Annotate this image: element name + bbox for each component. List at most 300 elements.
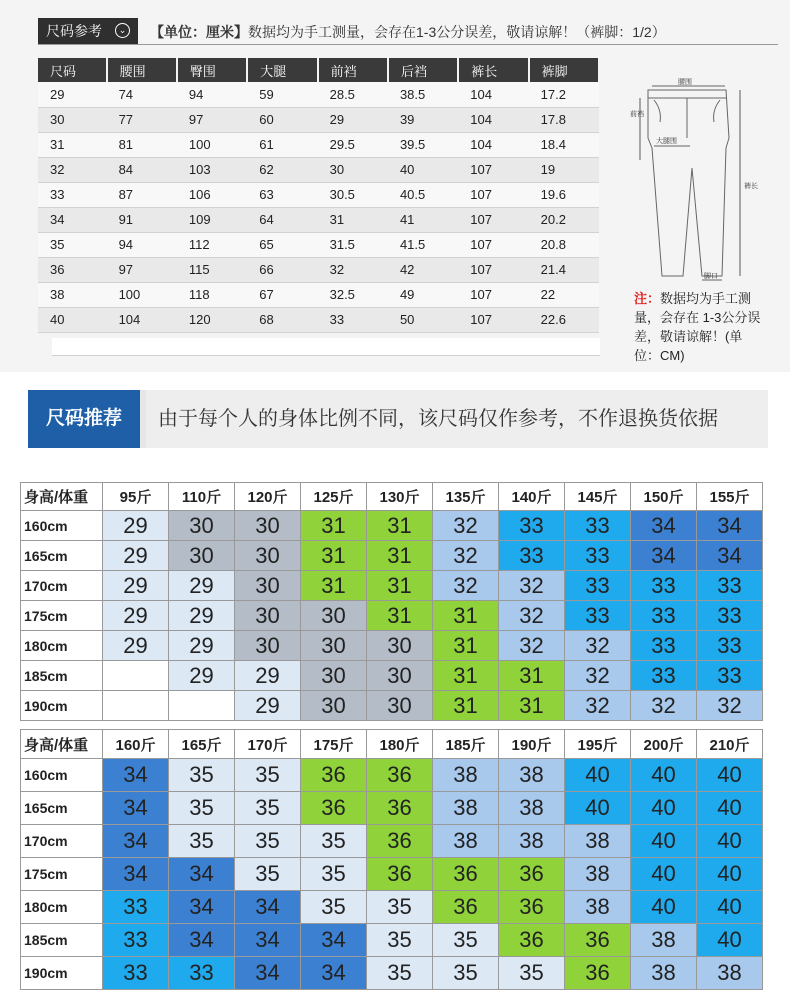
size-cell: 87 (107, 182, 177, 207)
size-cell: 107 (458, 182, 528, 207)
recommend-size-cell: 40 (631, 891, 697, 924)
size-cell: 17.8 (529, 107, 599, 132)
size-cell: 19.6 (529, 182, 599, 207)
size-row (38, 157, 599, 182)
recommend-size-cell: 35 (301, 858, 367, 891)
size-cell: 17.2 (529, 82, 599, 107)
size-cell: 31 (318, 207, 388, 232)
size-cell: 109 (177, 207, 247, 232)
size-cell: 40 (388, 157, 458, 182)
recommend-size-cell: 32 (697, 691, 763, 721)
recommend-size-cell: 30 (235, 601, 301, 631)
recommend-size-cell: 31 (499, 661, 565, 691)
recommend-size-cell: 34 (301, 924, 367, 957)
size-header-cell: 腰围 (107, 58, 177, 82)
recommend-size-cell: 38 (565, 858, 631, 891)
recommend-size-cell: 33 (499, 511, 565, 541)
size-cell: 66 (247, 257, 317, 282)
recommend-size-cell: 32 (433, 571, 499, 601)
recommend-size-cell: 30 (301, 631, 367, 661)
recommend-size-cell: 34 (697, 511, 763, 541)
recommend-row (21, 924, 763, 957)
recommend-size-cell: 38 (631, 957, 697, 990)
recommend-size-cell: 29 (103, 631, 169, 661)
size-cell: 22.6 (529, 307, 599, 332)
size-cell: 32.5 (318, 282, 388, 307)
size-cell: 33 (318, 307, 388, 332)
pants-diagram (630, 78, 760, 283)
size-row (38, 82, 599, 107)
size-header-cell: 臀围 (177, 58, 247, 82)
recommend-banner (28, 390, 768, 448)
recommend-size-cell: 29 (103, 571, 169, 601)
size-cell: 59 (247, 82, 317, 107)
weight-header: 175斤 (301, 730, 367, 759)
recommend-size-cell: 40 (631, 858, 697, 891)
weight-header: 150斤 (631, 483, 697, 511)
size-table-footer (52, 338, 600, 356)
recommend-size-cell: 33 (631, 571, 697, 601)
recommend-size-cell: 34 (235, 957, 301, 990)
recommend-size-cell: 29 (103, 601, 169, 631)
size-cell: 112 (177, 232, 247, 257)
recommend-row (21, 541, 763, 571)
size-cell: 32 (38, 157, 107, 182)
size-cell: 61 (247, 132, 317, 157)
recommend-size-cell: 29 (169, 661, 235, 691)
size-cell: 40 (38, 307, 107, 332)
recommend-size-cell: 33 (631, 661, 697, 691)
size-cell: 68 (247, 307, 317, 332)
weight-header: 190斤 (499, 730, 565, 759)
size-cell: 41 (388, 207, 458, 232)
size-row (38, 107, 599, 132)
size-row (38, 132, 599, 157)
recommend-size-cell: 38 (697, 957, 763, 990)
recommend-size-cell: 35 (301, 891, 367, 924)
recommend-size-cell: 30 (367, 661, 433, 691)
size-cell: 104 (107, 307, 177, 332)
size-cell: 42 (388, 257, 458, 282)
weight-header: 145斤 (565, 483, 631, 511)
recommend-size-cell: 31 (433, 661, 499, 691)
measurement-note (634, 289, 764, 365)
recommend-size-cell: 36 (499, 858, 565, 891)
recommend-header-row (21, 730, 763, 759)
recommend-size-cell: 34 (697, 541, 763, 571)
recommend-row (21, 661, 763, 691)
size-cell: 60 (247, 107, 317, 132)
recommend-size-cell: 33 (697, 601, 763, 631)
recommend-size-cell: 35 (169, 825, 235, 858)
size-row (38, 207, 599, 232)
left-pocket (654, 100, 660, 122)
size-cell: 81 (107, 132, 177, 157)
recommend-size-cell: 36 (565, 924, 631, 957)
recommend-size-cell: 31 (301, 571, 367, 601)
size-cell: 31.5 (318, 232, 388, 257)
weight-header: 155斤 (697, 483, 763, 511)
size-cell: 107 (458, 157, 528, 182)
recommend-size-cell: 30 (367, 631, 433, 661)
size-cell: 65 (247, 232, 317, 257)
recommend-size-cell (103, 661, 169, 691)
recommend-size-cell: 38 (565, 891, 631, 924)
recommend-size-cell: 36 (367, 759, 433, 792)
size-cell: 104 (458, 132, 528, 157)
recommend-size-cell: 38 (631, 924, 697, 957)
recommend-size-cell: 33 (103, 924, 169, 957)
recommend-size-cell: 40 (631, 792, 697, 825)
weight-header: 110斤 (169, 483, 235, 511)
size-row (38, 182, 599, 207)
size-cell: 50 (388, 307, 458, 332)
recommend-size-cell: 31 (367, 571, 433, 601)
size-cell: 104 (458, 82, 528, 107)
weight-header: 165斤 (169, 730, 235, 759)
size-chart-section (0, 0, 790, 372)
recommend-size-cell: 40 (565, 792, 631, 825)
recommend-size-cell: 34 (103, 825, 169, 858)
recommend-corner: 身高/体重 (21, 483, 103, 511)
label-hem: 脚口 (704, 272, 718, 280)
size-cell: 28.5 (318, 82, 388, 107)
weight-header: 170斤 (235, 730, 301, 759)
recommend-size-cell: 36 (367, 858, 433, 891)
recommend-size-cell: 33 (565, 571, 631, 601)
recommend-size-cell: 36 (499, 891, 565, 924)
size-cell: 33 (38, 182, 107, 207)
recommend-size-cell: 32 (499, 571, 565, 601)
size-cell: 31 (38, 132, 107, 157)
recommend-size-cell: 33 (499, 541, 565, 571)
label-thigh: 大腿围 (656, 137, 677, 145)
recommend-size-cell: 31 (433, 691, 499, 721)
recommend-size-cell: 33 (631, 601, 697, 631)
size-cell: 29 (318, 107, 388, 132)
size-cell: 107 (458, 307, 528, 332)
size-cell: 115 (177, 257, 247, 282)
recommend-size-cell: 34 (301, 957, 367, 990)
recommend-size-cell: 36 (367, 825, 433, 858)
size-cell: 107 (458, 232, 528, 257)
weight-header: 140斤 (499, 483, 565, 511)
label-front-rise: 前裆 (630, 110, 644, 118)
recommend-size-cell: 40 (697, 792, 763, 825)
recommend-size-cell: 31 (301, 541, 367, 571)
size-header-cell: 尺码 (38, 58, 107, 82)
right-pocket (714, 100, 720, 122)
unit-note-prefix: 【单位：厘米】 (150, 24, 248, 40)
recommend-size-cell: 38 (499, 792, 565, 825)
recommend-size-cell: 29 (169, 631, 235, 661)
recommend-size-cell: 38 (499, 825, 565, 858)
size-header-cell: 裤长 (458, 58, 528, 82)
recommend-size-cell: 32 (565, 691, 631, 721)
recommend-size-cell: 35 (499, 957, 565, 990)
recommend-size-cell: 30 (301, 601, 367, 631)
recommend-size-cell: 33 (565, 511, 631, 541)
size-cell: 64 (247, 207, 317, 232)
recommend-size-cell: 35 (433, 957, 499, 990)
size-row (38, 282, 599, 307)
recommend-size-cell: 32 (499, 631, 565, 661)
weight-header: 210斤 (697, 730, 763, 759)
recommend-row (21, 691, 763, 721)
weight-header: 120斤 (235, 483, 301, 511)
height-label: 170cm (21, 825, 103, 858)
recommend-size-cell: 35 (235, 759, 301, 792)
size-cell: 100 (107, 282, 177, 307)
size-row (38, 307, 599, 332)
weight-header: 185斤 (433, 730, 499, 759)
recommend-size-cell: 31 (367, 601, 433, 631)
recommend-size-cell: 34 (235, 924, 301, 957)
height-label: 175cm (21, 858, 103, 891)
height-label: 175cm (21, 601, 103, 631)
recommend-size-cell: 29 (235, 691, 301, 721)
recommend-corner: 身高/体重 (21, 730, 103, 759)
recommend-row (21, 631, 763, 661)
recommend-size-cell: 38 (433, 825, 499, 858)
size-cell: 18.4 (529, 132, 599, 157)
recommend-size-cell: 35 (235, 825, 301, 858)
size-cell: 84 (107, 157, 177, 182)
size-header-cell: 大腿 (247, 58, 317, 82)
recommend-disclaimer: 由于每个人的身体比例不同，该尺码仅作参考，不作退换货依据 (146, 390, 768, 448)
size-cell: 35 (38, 232, 107, 257)
label-waist: 腰围 (678, 78, 692, 86)
recommend-size-cell: 36 (367, 792, 433, 825)
recommend-size-cell: 30 (301, 691, 367, 721)
weight-header: 125斤 (301, 483, 367, 511)
size-chart-tab-label: 尺码参考 (46, 23, 102, 39)
size-cell: 30.5 (318, 182, 388, 207)
note-text: 数据均为手工测量，会存在 1-3公分误差，敬请谅解！(单位：CM) (634, 291, 761, 363)
recommend-size-cell: 30 (169, 541, 235, 571)
height-label: 160cm (21, 759, 103, 792)
recommend-size-cell: 30 (235, 511, 301, 541)
recommend-size-cell: 29 (169, 571, 235, 601)
recommend-size-cell: 30 (367, 691, 433, 721)
size-cell: 94 (177, 82, 247, 107)
recommend-row (21, 511, 763, 541)
recommend-size-cell: 36 (499, 924, 565, 957)
height-label: 190cm (21, 691, 103, 721)
recommend-size-cell: 33 (631, 631, 697, 661)
chevron-down-icon[interactable]: ⌄ (115, 23, 130, 38)
weight-header: 135斤 (433, 483, 499, 511)
recommend-size-cell: 29 (169, 601, 235, 631)
recommend-size-cell: 31 (301, 511, 367, 541)
recommend-size-cell: 33 (565, 601, 631, 631)
height-label: 185cm (21, 661, 103, 691)
recommend-row (21, 601, 763, 631)
recommend-size-cell: 30 (235, 631, 301, 661)
recommend-size-cell: 30 (301, 661, 367, 691)
header-divider (38, 44, 778, 45)
size-cell: 32 (318, 257, 388, 282)
recommend-size-cell: 29 (103, 511, 169, 541)
recommend-size-cell: 32 (631, 691, 697, 721)
size-cell: 94 (107, 232, 177, 257)
recommend-size-cell: 40 (697, 759, 763, 792)
recommend-size-cell: 35 (367, 924, 433, 957)
recommend-size-cell: 34 (631, 511, 697, 541)
recommend-size-cell: 40 (565, 759, 631, 792)
size-cell: 20.2 (529, 207, 599, 232)
recommend-size-cell: 30 (235, 541, 301, 571)
size-header-cell: 后裆 (388, 58, 458, 82)
recommend-size-cell: 34 (169, 891, 235, 924)
recommend-size-cell: 38 (433, 759, 499, 792)
recommend-size-cell: 36 (301, 792, 367, 825)
recommend-size-cell: 36 (565, 957, 631, 990)
size-cell: 39.5 (388, 132, 458, 157)
recommend-size-cell: 33 (103, 957, 169, 990)
size-cell: 41.5 (388, 232, 458, 257)
size-cell: 107 (458, 257, 528, 282)
recommend-size-cell: 35 (169, 792, 235, 825)
recommend-size-cell: 32 (499, 601, 565, 631)
size-cell: 30 (38, 107, 107, 132)
size-cell: 103 (177, 157, 247, 182)
height-label: 180cm (21, 631, 103, 661)
height-label: 160cm (21, 511, 103, 541)
recommend-size-cell: 35 (235, 792, 301, 825)
size-cell: 21.4 (529, 257, 599, 282)
recommend-size-cell (169, 691, 235, 721)
recommend-size-cell: 35 (367, 891, 433, 924)
recommend-size-cell: 34 (103, 792, 169, 825)
unit-note (150, 22, 666, 42)
recommend-size-cell: 34 (169, 858, 235, 891)
recommend-size-cell: 40 (697, 858, 763, 891)
recommend-size-cell: 33 (103, 891, 169, 924)
size-cell: 97 (107, 257, 177, 282)
size-cell: 40.5 (388, 182, 458, 207)
recommend-size-cell: 36 (433, 858, 499, 891)
recommend-size-cell: 31 (367, 541, 433, 571)
recommend-table-1 (20, 482, 763, 721)
recommend-size-cell: 34 (235, 891, 301, 924)
recommend-size-cell: 40 (697, 924, 763, 957)
size-cell: 34 (38, 207, 107, 232)
size-cell: 106 (177, 182, 247, 207)
recommend-size-cell: 35 (235, 858, 301, 891)
height-label: 170cm (21, 571, 103, 601)
note-label: 注： (634, 291, 661, 306)
size-row (38, 257, 599, 282)
weight-header: 200斤 (631, 730, 697, 759)
height-label: 180cm (21, 891, 103, 924)
size-header-cell: 裤脚 (529, 58, 599, 82)
recommend-header-row (21, 483, 763, 511)
recommend-size-cell: 40 (631, 759, 697, 792)
recommend-size-cell: 34 (103, 858, 169, 891)
recommend-row (21, 957, 763, 990)
recommend-size-cell: 34 (169, 924, 235, 957)
weight-header: 130斤 (367, 483, 433, 511)
recommend-table-2 (20, 729, 763, 990)
recommend-size-cell: 40 (697, 891, 763, 924)
recommend-row (21, 891, 763, 924)
weight-header: 180斤 (367, 730, 433, 759)
size-cell: 29 (38, 82, 107, 107)
size-cell: 77 (107, 107, 177, 132)
recommend-size-cell: 35 (169, 759, 235, 792)
size-cell: 63 (247, 182, 317, 207)
recommend-size-cell: 38 (433, 792, 499, 825)
recommend-row (21, 759, 763, 792)
size-cell: 104 (458, 107, 528, 132)
recommend-size-cell: 32 (565, 661, 631, 691)
size-cell: 100 (177, 132, 247, 157)
recommend-size-cell: 30 (169, 511, 235, 541)
height-label: 190cm (21, 957, 103, 990)
size-cell: 39 (388, 107, 458, 132)
recommend-row (21, 825, 763, 858)
recommend-size-cell: 38 (499, 759, 565, 792)
recommend-size-cell: 40 (697, 825, 763, 858)
label-length: 裤长 (744, 182, 758, 190)
size-cell: 38.5 (388, 82, 458, 107)
recommend-size-cell: 35 (433, 924, 499, 957)
recommend-size-cell: 38 (565, 825, 631, 858)
size-chart-tab[interactable] (38, 18, 138, 44)
height-label: 185cm (21, 924, 103, 957)
recommend-size-cell: 35 (367, 957, 433, 990)
size-cell: 36 (38, 257, 107, 282)
size-cell: 62 (247, 157, 317, 182)
weight-header: 195斤 (565, 730, 631, 759)
recommend-size-cell: 32 (433, 541, 499, 571)
size-cell: 49 (388, 282, 458, 307)
recommend-size-cell: 36 (433, 891, 499, 924)
recommend-row (21, 858, 763, 891)
size-header-cell: 前裆 (318, 58, 388, 82)
recommend-size-cell: 32 (565, 631, 631, 661)
recommend-size-cell: 33 (697, 661, 763, 691)
recommend-size-cell: 34 (631, 541, 697, 571)
recommend-size-cell: 31 (499, 691, 565, 721)
recommend-size-cell: 32 (433, 511, 499, 541)
recommend-size-cell: 33 (169, 957, 235, 990)
recommend-row (21, 571, 763, 601)
size-cell: 67 (247, 282, 317, 307)
recommend-size-cell: 31 (367, 511, 433, 541)
size-cell: 29.5 (318, 132, 388, 157)
recommend-size-cell: 36 (301, 759, 367, 792)
recommend-size-cell: 29 (103, 541, 169, 571)
size-cell: 107 (458, 282, 528, 307)
size-table (38, 58, 600, 333)
recommend-size-cell: 35 (301, 825, 367, 858)
unit-note-text: 数据均为手工测量，会存在1-3公分误差，敬请谅解！（裤脚：1/2） (248, 24, 666, 40)
size-cell: 38 (38, 282, 107, 307)
size-cell: 74 (107, 82, 177, 107)
recommend-size-cell: 30 (235, 571, 301, 601)
recommend-size-cell: 33 (697, 571, 763, 601)
height-label: 165cm (21, 792, 103, 825)
size-cell: 107 (458, 207, 528, 232)
weight-header: 160斤 (103, 730, 169, 759)
recommend-size-cell: 40 (631, 825, 697, 858)
size-cell: 118 (177, 282, 247, 307)
size-cell: 22 (529, 282, 599, 307)
height-label: 165cm (21, 541, 103, 571)
size-cell: 91 (107, 207, 177, 232)
